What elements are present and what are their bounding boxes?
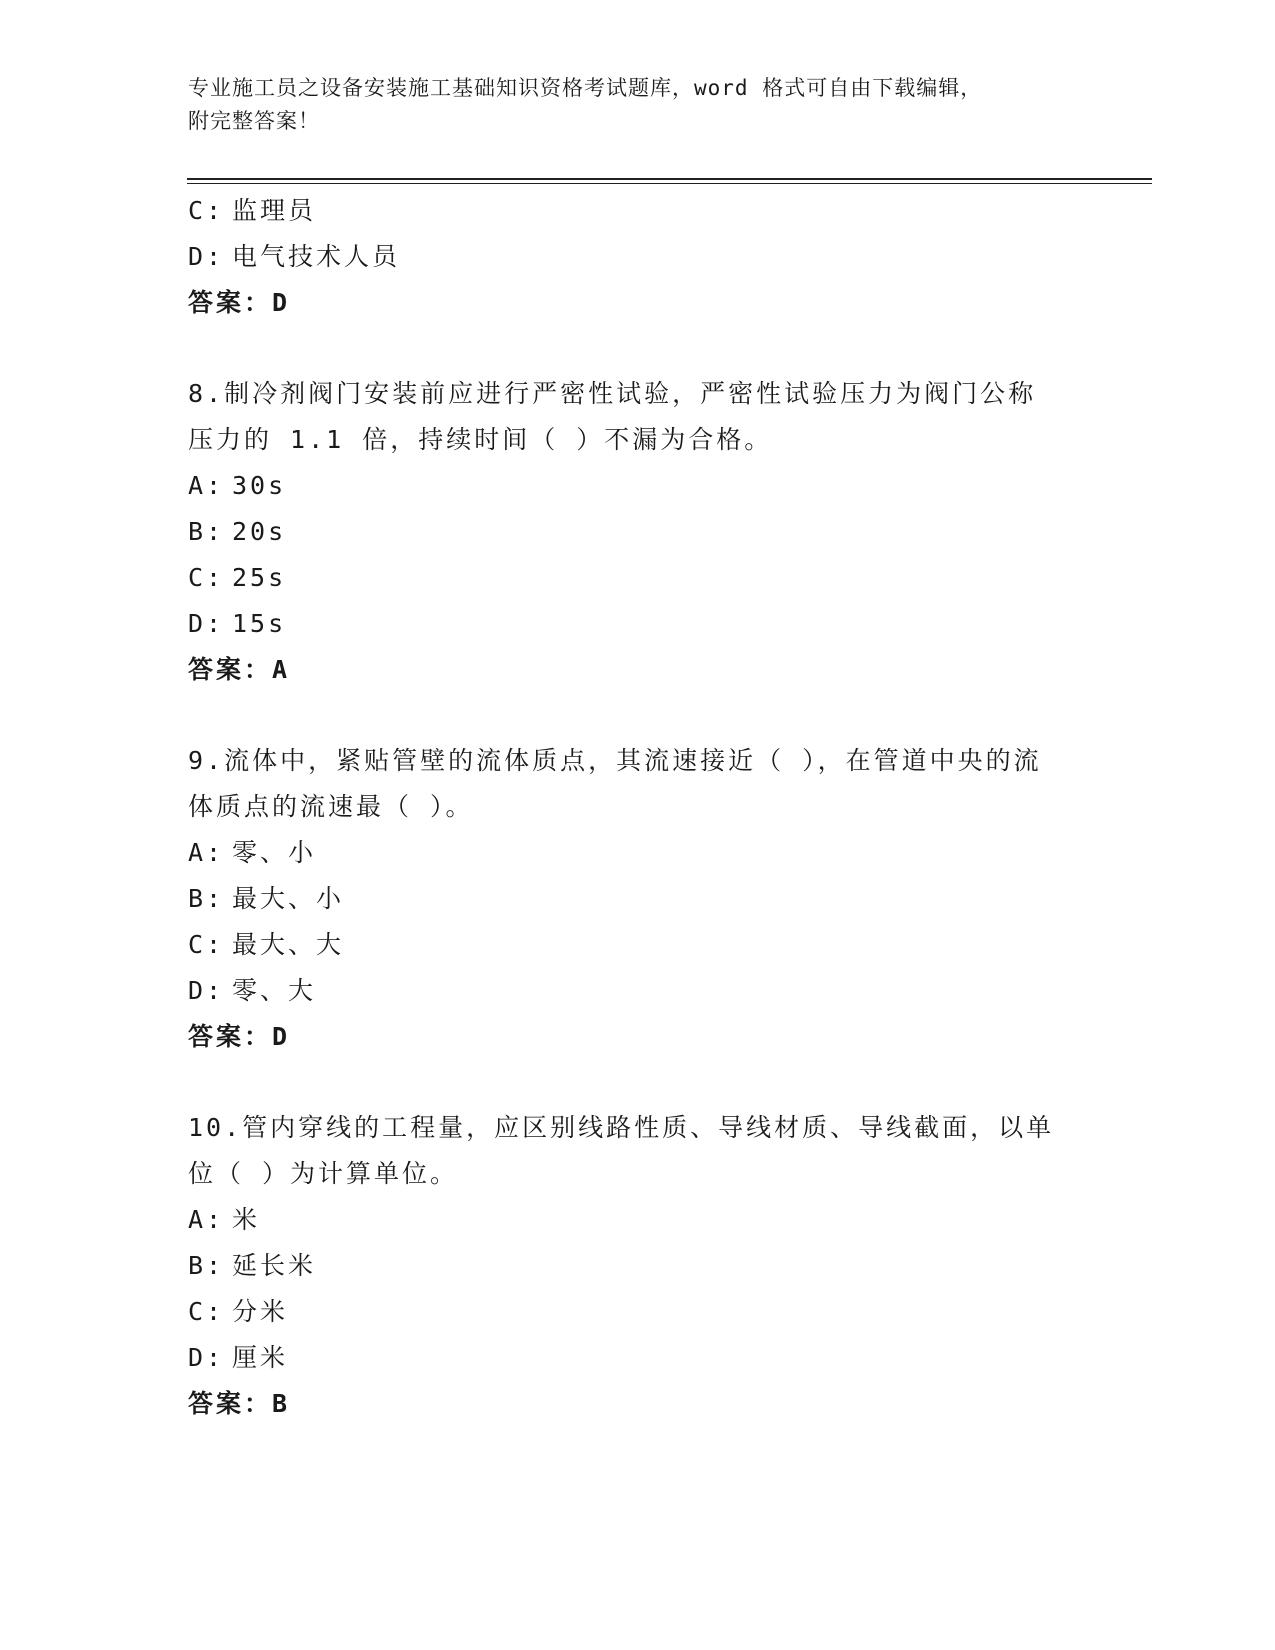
option-text: 分米 bbox=[232, 1297, 289, 1326]
header-divider-thin bbox=[187, 183, 1152, 184]
option-d bbox=[188, 1335, 1088, 1381]
option-label: B: bbox=[188, 517, 225, 546]
question-8 bbox=[188, 371, 1088, 693]
option-b bbox=[188, 876, 1088, 922]
option-c bbox=[188, 188, 1088, 234]
option-label: A: bbox=[188, 838, 225, 867]
option-text: 监理员 bbox=[232, 196, 317, 225]
answer-line: 答案：D bbox=[188, 288, 291, 317]
option-text: 25s bbox=[232, 563, 287, 592]
option-text: 30s bbox=[232, 471, 287, 500]
header-divider-thick bbox=[187, 178, 1152, 180]
option-b bbox=[188, 1243, 1088, 1289]
option-label: A: bbox=[188, 471, 225, 500]
option-d bbox=[188, 601, 1088, 647]
option-text: 15s bbox=[232, 609, 287, 638]
option-text: 米 bbox=[232, 1205, 261, 1234]
option-d bbox=[188, 234, 1088, 280]
option-label: C: bbox=[188, 196, 225, 225]
answer-line: 答案：A bbox=[188, 655, 291, 684]
question-7-continuation bbox=[188, 188, 1088, 326]
question-text-line-2: 压力的 1.1 倍，持续时间（ ）不漏为合格。 bbox=[188, 425, 773, 454]
option-text: 零、小 bbox=[232, 838, 317, 867]
option-a bbox=[188, 463, 1088, 509]
option-label: C: bbox=[188, 930, 225, 959]
option-label: B: bbox=[188, 1251, 225, 1280]
option-text: 最大、大 bbox=[232, 930, 345, 959]
spacer bbox=[188, 1060, 1088, 1105]
option-label: D: bbox=[188, 609, 225, 638]
option-text: 厘米 bbox=[232, 1343, 289, 1372]
option-b bbox=[188, 509, 1088, 555]
question-text-line-1: 8.制冷剂阀门安装前应进行严密性试验，严密性试验压力为阀门公称 bbox=[188, 379, 1037, 408]
option-label: C: bbox=[188, 563, 225, 592]
option-d bbox=[188, 968, 1088, 1014]
question-9 bbox=[188, 738, 1088, 1060]
option-label: B: bbox=[188, 884, 225, 913]
question-text-line-1: 10.管内穿线的工程量，应区别线路性质、导线材质、导线截面，以单 bbox=[188, 1113, 1055, 1142]
option-label: A: bbox=[188, 1205, 225, 1234]
option-label: D: bbox=[188, 242, 225, 271]
header-line-1: 专业施工员之设备安装施工基础知识资格考试题库，word 格式可自由下载编辑， bbox=[188, 76, 983, 100]
option-label: D: bbox=[188, 976, 225, 1005]
option-label: D: bbox=[188, 1343, 225, 1372]
option-c bbox=[188, 1289, 1088, 1335]
question-text-line-2: 位（ ）为计算单位。 bbox=[188, 1159, 459, 1188]
header-line-2: 附完整答案！ bbox=[188, 109, 320, 133]
answer-line: 答案：B bbox=[188, 1389, 291, 1418]
option-c bbox=[188, 555, 1088, 601]
question-text-line-1: 9.流体中，紧贴管壁的流体质点，其流速接近（ ），在管道中央的流 bbox=[188, 746, 1042, 775]
option-text: 零、大 bbox=[232, 976, 317, 1005]
option-a bbox=[188, 1197, 1088, 1243]
option-text: 最大、小 bbox=[232, 884, 345, 913]
spacer bbox=[188, 693, 1088, 738]
option-label: C: bbox=[188, 1297, 225, 1326]
option-a bbox=[188, 830, 1088, 876]
question-list bbox=[188, 188, 1088, 1427]
question-text-line-2: 体质点的流速最（ ）。 bbox=[188, 792, 474, 821]
question-10 bbox=[188, 1105, 1088, 1427]
document-header bbox=[188, 72, 1088, 138]
option-text: 延长米 bbox=[232, 1251, 317, 1280]
option-text: 电气技术人员 bbox=[232, 242, 401, 271]
option-c bbox=[188, 922, 1088, 968]
answer-line: 答案：D bbox=[188, 1022, 291, 1051]
option-text: 20s bbox=[232, 517, 287, 546]
spacer bbox=[188, 326, 1088, 371]
